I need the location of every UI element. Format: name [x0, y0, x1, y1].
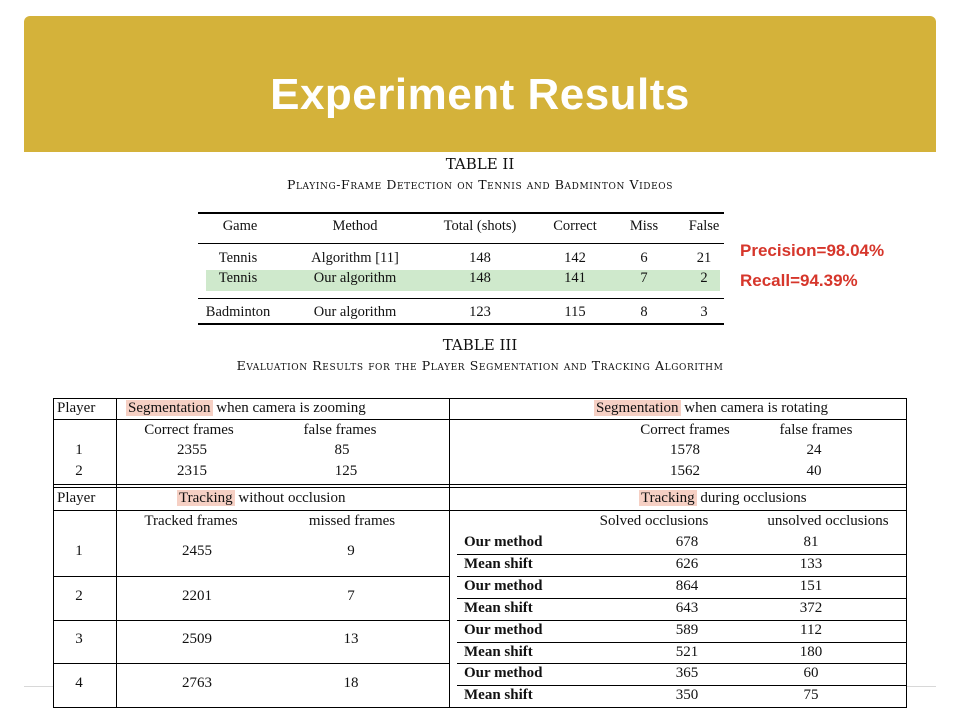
- table2-cell: 2: [700, 270, 708, 286]
- table2-header: Total (shots): [443, 218, 517, 234]
- method-label: Mean shift: [464, 600, 533, 616]
- table3-rule: [457, 663, 907, 664]
- table3-caption: TABLE III: [442, 336, 518, 354]
- track-right-subheader: unsolved occlusions: [767, 513, 889, 529]
- seg-cell: 85: [334, 442, 350, 458]
- table2-mid-rule: [198, 298, 724, 299]
- track-cell: 112: [800, 622, 822, 638]
- table2-header: Method: [332, 218, 378, 234]
- table2-cell: 7: [640, 270, 648, 286]
- track-cell: 626: [675, 556, 699, 572]
- seg-player: 2: [75, 463, 83, 479]
- table2-header: Game: [222, 218, 258, 234]
- track-cell: 521: [675, 644, 699, 660]
- table3-rule: [457, 598, 907, 599]
- table3-rule: [457, 554, 907, 555]
- track-cell: 2201: [182, 588, 212, 604]
- seg-cell: 24: [806, 442, 822, 458]
- table2-cell: 115: [564, 304, 586, 320]
- table3-rule: [53, 487, 907, 488]
- table2-cell: 142: [564, 250, 586, 266]
- table3-rule: [906, 398, 907, 708]
- track-cell: 350: [675, 687, 699, 703]
- track-cell: 18: [343, 675, 359, 691]
- table2-cell: 123: [469, 304, 491, 320]
- table3: [53, 398, 907, 708]
- table2-cell: Our algorithm: [313, 304, 397, 320]
- slide-divider: [907, 686, 936, 687]
- track-cell: 2455: [182, 543, 212, 559]
- table2-bottom-rule: [198, 323, 724, 325]
- seg-false-header: false frames: [779, 422, 853, 438]
- table2-cell: 141: [564, 270, 586, 286]
- track-left-subheader: Tracked frames: [144, 513, 238, 529]
- table2-caption: TABLE II: [445, 155, 515, 173]
- table2-cell: 148: [469, 250, 491, 266]
- track-cell: 864: [675, 578, 699, 594]
- track-player: 2: [75, 588, 83, 604]
- track-cell: 678: [675, 534, 699, 550]
- table3-rule: [53, 484, 907, 485]
- track-cell: 9: [347, 543, 355, 559]
- table2-header: Correct: [553, 218, 597, 234]
- track-cell: 75: [803, 687, 819, 703]
- recall-value: Recall=94.39%: [740, 271, 858, 290]
- table3-rule: [53, 663, 450, 664]
- seg-zoom-header: Segmentation when camera is zooming: [128, 400, 366, 416]
- table2-cell: 21: [696, 250, 712, 266]
- track-cell: 2509: [182, 631, 212, 647]
- seg-cell: 40: [806, 463, 822, 479]
- table2-header-rule: [198, 243, 724, 244]
- table2-cell: Badminton: [205, 304, 271, 320]
- table2-cell: 148: [469, 270, 491, 286]
- track-cell: 365: [675, 665, 699, 681]
- track-cell: 133: [799, 556, 823, 572]
- table2-header: False: [688, 218, 720, 234]
- table3-rule: [449, 398, 450, 708]
- track-cell: 60: [803, 665, 819, 681]
- player-header: Player: [57, 490, 96, 506]
- method-label: Our method: [464, 534, 543, 550]
- table3-rule: [53, 576, 450, 577]
- seg-player: 1: [75, 442, 83, 458]
- table2-top-rule: [198, 212, 724, 214]
- table3-rule: [457, 576, 907, 577]
- table2-cell: Tennis: [218, 250, 258, 266]
- track-right-header: Tracking during occlusions: [641, 490, 807, 506]
- table3-rule: [457, 685, 907, 686]
- seg-cell: 2355: [177, 442, 207, 458]
- track-cell: 372: [799, 600, 823, 616]
- track-cell: 81: [803, 534, 819, 550]
- slide-title: Experiment Results: [270, 70, 690, 119]
- table2-cell: Our algorithm: [313, 270, 397, 286]
- table2-cell: 3: [700, 304, 708, 320]
- track-left-header: Tracking without occlusion: [179, 490, 346, 506]
- table3-subtitle: Evaluation Results for the Player Segmentation and Tracking Algorithm: [236, 358, 724, 373]
- seg-cell: 1562: [670, 463, 700, 479]
- table3-rule: [53, 707, 907, 708]
- player-header: Player: [57, 400, 96, 416]
- method-label: Our method: [464, 665, 543, 681]
- table3-rule: [53, 510, 907, 511]
- table2-header: Miss: [629, 218, 659, 234]
- table3-rule: [53, 398, 54, 708]
- track-cell: 7: [347, 588, 355, 604]
- table3-rule: [53, 419, 907, 420]
- track-cell: 643: [675, 600, 699, 616]
- seg-false-header: false frames: [303, 422, 377, 438]
- track-cell: 151: [799, 578, 823, 594]
- track-left-subheader: missed frames: [308, 513, 396, 529]
- track-cell: 2763: [182, 675, 212, 691]
- precision-value: Precision=98.04%: [740, 241, 885, 260]
- method-label: Our method: [464, 578, 543, 594]
- method-label: Mean shift: [464, 644, 533, 660]
- seg-cell: 1578: [670, 442, 700, 458]
- table3-rule: [457, 642, 907, 643]
- method-label: Mean shift: [464, 556, 533, 572]
- table2-cell: 8: [640, 304, 648, 320]
- track-player: 4: [75, 675, 83, 691]
- table2-cell: 6: [640, 250, 648, 266]
- seg-correct-header: Correct frames: [144, 422, 234, 438]
- table3-rule: [116, 398, 117, 708]
- track-cell: 180: [799, 644, 823, 660]
- seg-cell: 125: [334, 463, 358, 479]
- seg-correct-header: Correct frames: [640, 422, 730, 438]
- table3-rule: [53, 398, 907, 399]
- method-label: Mean shift: [464, 687, 533, 703]
- table2-cell: Algorithm [11]: [311, 250, 399, 266]
- seg-cell: 2315: [177, 463, 207, 479]
- slide-divider: [24, 686, 53, 687]
- track-player: 1: [75, 543, 83, 559]
- method-label: Our method: [464, 622, 543, 638]
- seg-rotate-header: Segmentation when camera is rotating: [596, 400, 828, 416]
- table3-rule: [457, 620, 907, 621]
- table2-cell: Tennis: [218, 270, 258, 286]
- table3-rule: [53, 620, 450, 621]
- track-cell: 589: [675, 622, 699, 638]
- track-right-subheader: Solved occlusions: [599, 513, 709, 529]
- track-cell: 13: [343, 631, 359, 647]
- track-player: 3: [75, 631, 83, 647]
- table2: [198, 212, 724, 324]
- table2-subtitle: Playing-Frame Detection on Tennis and Badminton Videos: [286, 177, 674, 192]
- title-banner: [24, 16, 936, 152]
